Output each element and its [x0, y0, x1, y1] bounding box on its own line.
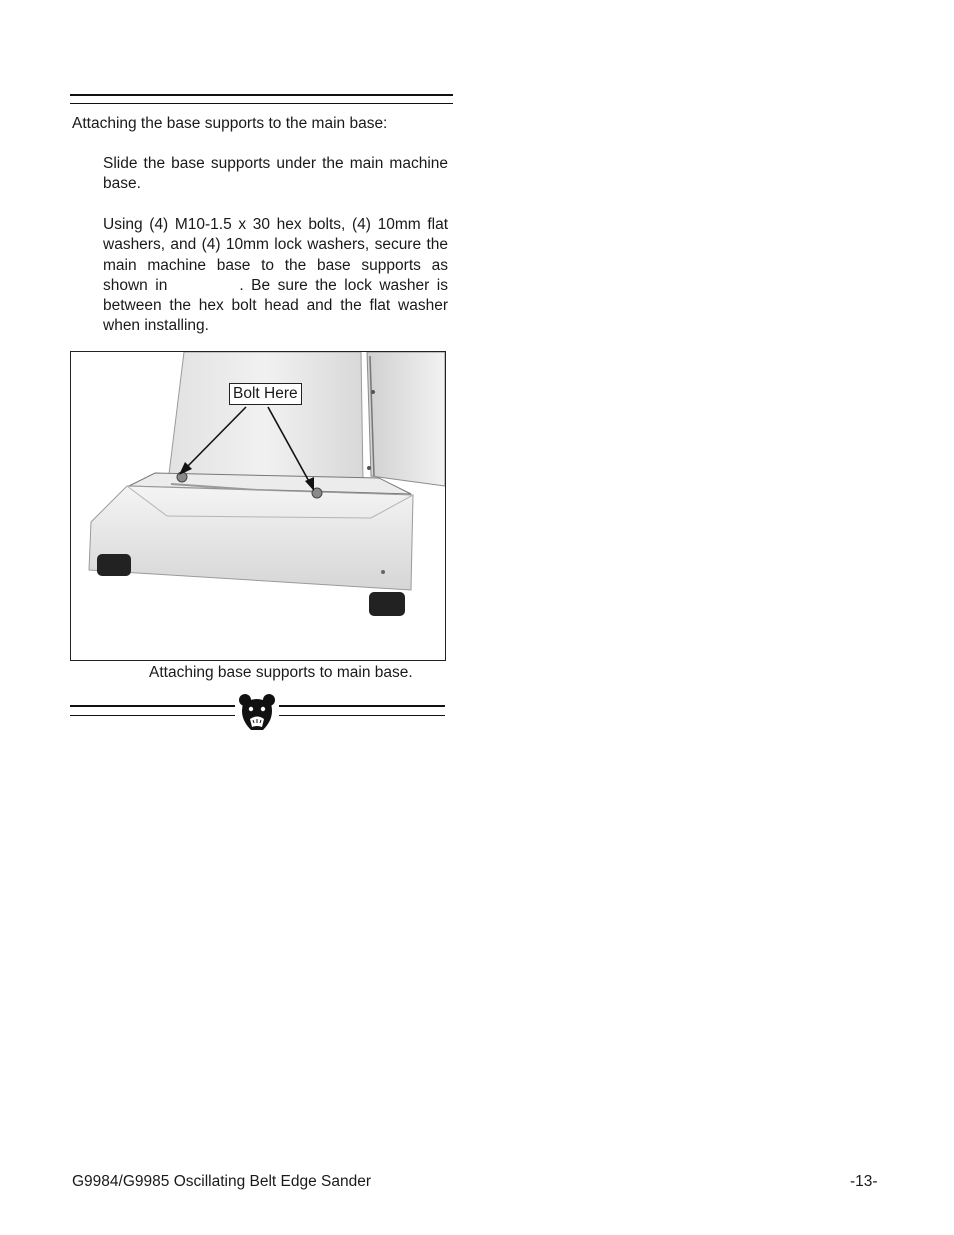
end-separator-right-thin — [279, 715, 445, 716]
figure-base-supports — [70, 351, 446, 661]
footer-page-number: -13- — [850, 1173, 878, 1190]
step-slide-supports: Slide the base supports under the main machine base. — [103, 155, 448, 193]
bolt-here-callout: Bolt Here — [229, 383, 302, 405]
figure-caption: Attaching base supports to main base. — [149, 664, 413, 681]
step-secure-base-text-cont: . Be sure the lock washer is between the hex bolt head and the flat washer when installing. — [103, 276, 448, 335]
end-separator-left-thin — [70, 715, 235, 716]
step-secure-base-text: Using (4) M10-1.5 x 30 hex bolts, (4) 10mm flat washers, and (4) 10mm lock washers, secure the main machine base to the base supports as shown in — [103, 216, 448, 294]
step-secure-base — [103, 215, 448, 337]
section-header-rule-thin — [70, 103, 453, 104]
section-intro: Attaching the base supports to the main base: — [72, 115, 388, 132]
machine-column — [169, 352, 363, 482]
end-separator-left — [70, 705, 235, 707]
foot-right — [369, 592, 405, 616]
section-header-rule — [70, 94, 453, 96]
end-separator-right — [279, 705, 445, 707]
base-support-front — [89, 486, 413, 590]
side-panel — [367, 352, 445, 486]
footer-manual-title: G9984/G9985 Oscillating Belt Edge Sander — [72, 1173, 371, 1190]
foot-left — [97, 554, 131, 576]
bear-head-icon — [237, 692, 277, 732]
